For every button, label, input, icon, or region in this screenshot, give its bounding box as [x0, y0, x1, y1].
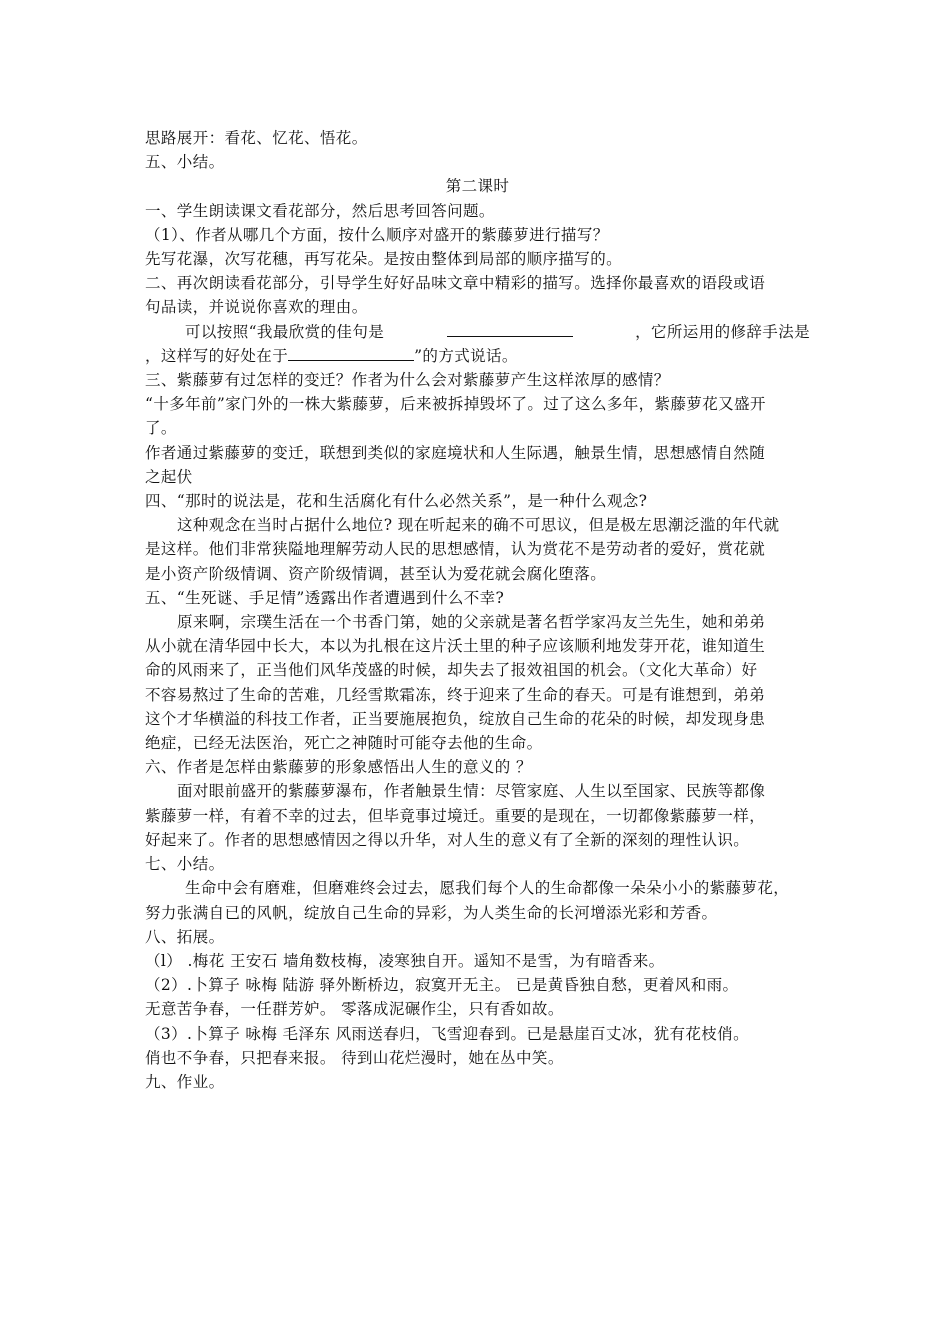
text-line: 思路展开：看花、忆花、悟花。: [145, 129, 368, 147]
fill-in-sentence-cont: [145, 344, 810, 368]
section-heading: 二、再次朗读看花部分，引导学生好好品味文章中精彩的描写。选择你最喜欢的语段或语: [145, 274, 766, 293]
answer-line: “十多年前”家门外的一株大紫藤萝，后来被拆掉毁坏了。过了这么多年，紫藤萝花又盛开: [145, 395, 766, 414]
fill-in-prompt-c: ，这样写的好处在于: [145, 346, 289, 365]
paragraph-line: 命的风雨来了，正当他们风华茂盛的时候，却失去了报效祖国的机会。（文化大革命）好: [145, 661, 758, 680]
paragraph-line: 不容易熬过了生命的苦难，几经雪欺霜冻，终于迎来了生命的春天。可是有谁想到，弟弟: [145, 685, 766, 704]
section-heading: 五、“生死谜、手足情”透露出作者遭遇到什么不幸?: [145, 588, 505, 607]
section-heading: 三、紫藤萝有过怎样的变迁？作者为什么会对紫藤萝产生这样浓厚的感情？: [145, 371, 670, 390]
section-heading: 四、“那时的说法是，花和生活腐化有什么必然关系”，是一种什么观念?: [145, 492, 648, 511]
answer-line: 了。: [145, 419, 177, 438]
document-page: [145, 126, 810, 1094]
paragraph-line: 努力张满自已的风帆，绽放自己生命的异彩，为人类生命的长河增添光彩和芳香。: [145, 903, 718, 922]
lesson-title: 第二课时: [445, 177, 510, 196]
paragraph-line: 原来啊，宗璞生活在一个书香门第，她的父亲就是著名哲学家冯友兰先生，她和弟弟: [177, 613, 766, 632]
fill-in-sentence: [145, 320, 810, 344]
paragraph-line: 是这样。他们非常狭隘地理解劳动人民的思想感情，认为赏花不是劳动者的爱好，赏花就: [145, 540, 766, 559]
answer-line: 之起伏: [145, 467, 193, 486]
poem-line: 俏也不争春，只把春来报。 待到山花烂漫时，她在丛中笑。: [145, 1048, 564, 1067]
fill-in-prompt-d: ”的方式说话。: [414, 346, 518, 365]
poem-line: （3）.卜算子 咏梅 毛泽东 风雨送春归，飞雪迎春到。已是悬崖百丈冰，犹有花枝俏。: [145, 1024, 749, 1043]
fill-in-prompt-a: 可以按照“我最欣赏的佳句是: [185, 322, 385, 341]
answer-line: 先写花瀑，次写花穗，再写花朵。是按由整体到局部的顺序描写的。: [145, 250, 623, 269]
paragraph-line: 面对眼前盛开的紫藤萝瀑布，作者触景生情：尽管家庭、人生以至国家、民族等都像: [177, 782, 766, 801]
poem-line: 无意苦争春，一任群芳妒。 零落成泥碾作尘，只有香如故。: [145, 1000, 564, 1019]
paragraph-line: 从小就在清华园中长大，本以为扎根在这片沃土里的种子应该顺利地发芽开花，谁知道生: [145, 637, 766, 656]
answer-line: 作者通过紫藤萝的变迁，联想到类似的家庭境状和人生际遇，触景生情，思想感情自然随: [145, 443, 766, 462]
paragraph-line: 好起来了。作者的思想感情因之得以升华，对人生的意义有了全新的深刻的理性认识。: [145, 830, 750, 849]
fill-in-blank-1[interactable]: [447, 320, 573, 337]
section-heading: 六、作者是怎样由紫藤萝的形象感悟出人生的意义的 ？: [145, 758, 532, 777]
paragraph-line: 紫藤萝一样，有着不幸的过去，但毕竟事过境迁。重要的是现在，一切都像紫藤萝一样，: [145, 806, 766, 825]
fill-in-prompt-b: ，它所运用的修辞手法是: [635, 322, 810, 341]
text-line: 句品读，并说说你喜欢的理由。: [145, 298, 368, 317]
section-heading: 八、拓展。: [145, 927, 225, 946]
section-heading: 一、学生朗读课文看花部分，然后思考回答问题。: [145, 201, 495, 220]
section-heading: 九、作业。: [145, 1072, 225, 1091]
paragraph-line: 绝症，已经无法医治，死亡之神随时可能夺去他的生命。: [145, 734, 543, 753]
paragraph-line: 这种观念在当时占据什么地位? 现在听起来的确不可思议，但是极左思潮泛滥的年代就: [177, 516, 780, 535]
fill-in-blank-2[interactable]: [288, 344, 414, 361]
poem-line: （l） .梅花 王安石 墙角数枝梅，凌寒独自开。遥知不是雪，为有暗香来。: [145, 951, 665, 970]
paragraph-line: 生命中会有磨难，但磨难终会过去，愿我们每个人的生命都像一朵朵小小的紫藤萝花，: [185, 879, 790, 898]
section-heading: 五、小结。: [145, 153, 225, 172]
poem-line: （2）.卜算子 咏梅 陆游 驿外断桥边，寂寞开无主。 已是黄昏独自愁，更着风和雨。: [145, 976, 739, 995]
section-heading: 七、小结。: [145, 855, 225, 874]
paragraph-line: 这个才华横溢的科技工作者，正当要施展抱负，绽放自己生命的花朵的时候，却发现身患: [145, 709, 766, 728]
paragraph-line: 是小资产阶级情调、资产阶级情调，甚至认为爱花就会腐化堕落。: [145, 564, 607, 583]
question-line: （1）、作者从哪几个方面，按什么顺序对盛开的紫藤萝进行描写？: [145, 225, 609, 244]
